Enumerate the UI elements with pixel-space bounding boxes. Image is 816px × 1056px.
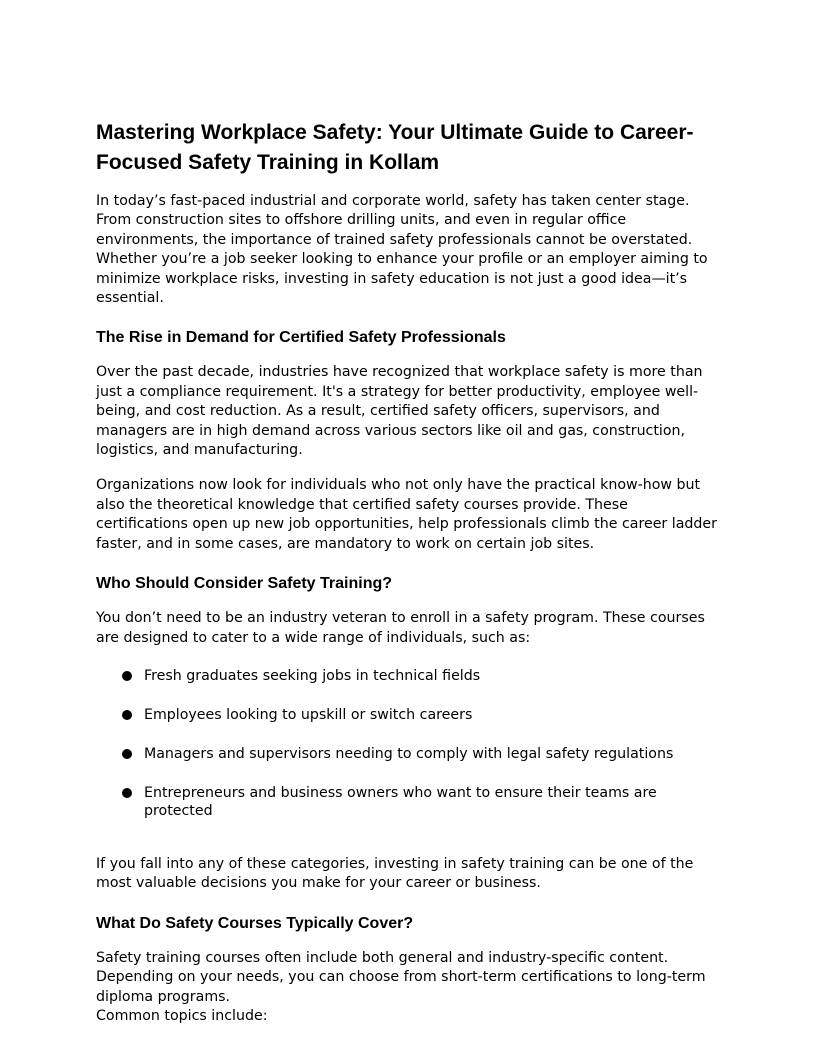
intro-paragraph: In today’s fast-paced industrial and corporate world, safety has taken center stage. From construction sites to offshore drilling units, and even in regular office environments, the importance of trained safety professionals cannot be overstated. Whether you’re a job seeker looking to enhance your profile or an employer aiming to minimize workplace risks, investing in safety education is not just a good idea—it’s essential. [96, 193, 708, 307]
list-item [144, 706, 684, 724]
section-heading-cover: What Do Safety Courses Typically Cover? [96, 914, 414, 932]
audience-list [96, 667, 720, 820]
list-item [144, 745, 684, 763]
paragraph: Organizations now look for individuals who not only have the practical know-how but also the theoretical knowledge that certified safety courses provide. These certifications open up new job opportunities, help professionals climb the career ladder faster, and in some cases, are mandatory to work on certain job sites. [96, 477, 717, 552]
list-item-text: Entrepreneurs and business owners who want to ensure their teams are protected [144, 784, 657, 819]
paragraph: If you fall into any of these categories, investing in safety training can be one of the most valuable decisions you make for your career or business. [96, 855, 694, 892]
paragraph: You don’t need to be an industry veteran to enroll in a safety program. These courses are designed to cater to a wide range of individuals, such as: [96, 610, 705, 646]
list-item [144, 784, 684, 820]
document-page [96, 118, 720, 1026]
list-item-text: Managers and supervisors needing to comply with legal safety regulations [144, 745, 674, 762]
article-title: Mastering Workplace Safety: Your Ultimate Guide to Career-Focused Safety Training in Kollam [96, 121, 694, 174]
list-item [144, 667, 684, 685]
section-heading-demand: The Rise in Demand for Certified Safety Professionals [96, 329, 506, 347]
bullet-icon [122, 671, 132, 681]
bullet-icon [122, 788, 132, 798]
list-item-text: Employees looking to upskill or switch careers [144, 706, 473, 723]
bullet-icon [122, 710, 132, 720]
paragraph: Common topics include: [96, 1007, 268, 1024]
section-heading-who: Who Should Consider Safety Training? [96, 575, 393, 593]
list-item-text: Fresh graduates seeking jobs in technical fields [144, 667, 481, 684]
bullet-icon [122, 749, 132, 759]
paragraph: Safety training courses often include both general and industry-specific content. Depending on your needs, you can choose from short-term certifications to long-term diploma programs. [96, 949, 706, 1005]
paragraph: Over the past decade, industries have recognized that workplace safety is more than just a compliance requirement. It's a strategy for better productivity, employee well-being, and cost reduction. As a result, certified safety officers, supervisors, and managers are in high demand across various sectors like oil and gas, construction, logistics, and manufacturing. [96, 364, 703, 459]
